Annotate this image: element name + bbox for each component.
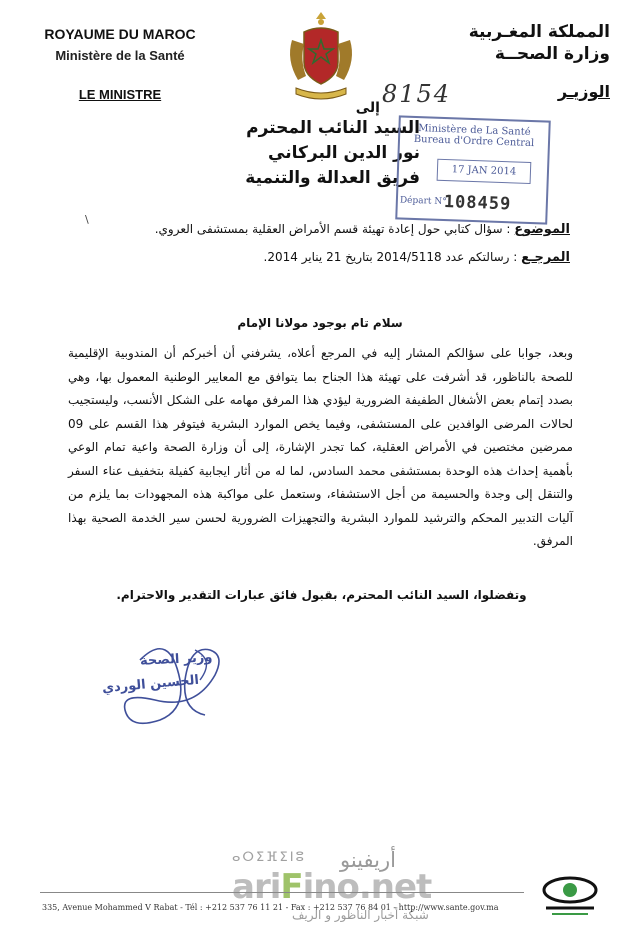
reference-key: المرجـع <box>521 250 570 265</box>
watermark-brand-a: ari <box>232 867 281 907</box>
watermark-subtitle: شبكة أخبار الناظور و الريف <box>292 908 429 922</box>
watermark-brand-b: ino.net <box>302 867 432 907</box>
ministry-name-fr: Ministère de la Santé <box>55 48 185 63</box>
ministry-name-ar: وزارة الصحــة <box>494 44 610 64</box>
addressee-block <box>190 100 420 191</box>
footer-divider <box>40 892 524 893</box>
watermark-arabic: أريفينو <box>340 848 396 872</box>
addressee-prefix: إلى <box>355 100 380 116</box>
header-arabic <box>450 22 610 101</box>
subject-line <box>50 222 570 237</box>
watermark-brand <box>232 867 431 907</box>
coat-of-arms-icon <box>282 10 360 102</box>
kingdom-title-fr: ROYAUME DU MAROC <box>44 26 196 42</box>
stamp-date: 17 JAN 2014 <box>437 159 532 184</box>
handwritten-reference-number: 8154 <box>382 80 452 108</box>
stamp-ministry: Ministère de La Santé <box>417 123 531 138</box>
watermark-brand-f: F <box>280 867 303 907</box>
addressee-line-2: نور الدين البركاني <box>268 143 420 163</box>
registry-stamp <box>395 115 551 224</box>
reference-line <box>50 250 570 265</box>
watermark-tifinagh: ⴰⵔⵉⴼⵉⵏⵓ <box>232 850 306 865</box>
signature-name: الحسين الوردي <box>101 672 200 697</box>
minister-label-ar: الوزيـر <box>557 82 610 101</box>
subject-key: الموضوع <box>514 222 570 237</box>
addressee-line-3: فريق العدالة والتنمية <box>245 168 420 188</box>
margin-mark: \ <box>85 213 89 226</box>
header-french <box>30 26 210 102</box>
stamp-number: 108459 <box>443 192 512 215</box>
stamp-office: Bureau d'Ordre Central <box>413 133 535 150</box>
greeting: سلام تام بوجود مولانا الإمام <box>237 316 403 330</box>
kingdom-title-ar: المملكة المغـربية <box>468 22 610 42</box>
stamp-depart-label: Départ N° <box>399 195 447 208</box>
letter-body: وبعد، جوابا على سؤالكم المشار إليه في المرجع أعلاه، يشرفني أن أخبركم أن المندوبية الإقليمية للصحة بالناظور، قد أشرفت على تهيئة هذا الجناح بما يتوافق مع المعايير الوطنية المعمول بها، وهي بصدد إتمام بعض الأشغال الطفيفة الضرورية ليؤدي هذا المرفق مهامه على الشكل الأنسب، وليستجيب لحالات المرضى الوافدين على المستشفى، وفيما يخص الموارد البشرية فيتوفر هذا القسم على 09 ممرضين مختصين في الأمراض العقلية، كما تجدر الإشارة، إلى أن وزارة الصحة واعية تمام الوعي بأهمية إحداث هذه الوحدة بمستشفى محمد السادس، لما له من أثار ايجابية كفيلة بتخفيف عناء السفر والتنقل إلى وجدة والحسيمة من أجل الاستشفاء، وستعمل على مواكبة هذه المجهودات بما يلزم من آليات التدبير المحكم والترشيد للموارد البشرية والتجهيزات الضرورية لحسن سير الخدمة الصحية بهذا المرفق. <box>68 346 573 548</box>
subject-text: : سؤال كتابي حول إعادة تهيئة قسم الأمراض العقلية بمستشفى العروي. <box>154 222 511 236</box>
signature-title: وزير الصحة <box>139 650 213 669</box>
reference-text: : رسالتكم عدد 2014/5118 بتاريخ 21 يناير 2014. <box>263 250 518 264</box>
minister-label-fr: LE MINISTRE <box>78 87 162 102</box>
closing-formula: وتفضلوا، السيد النائب المحترم، بقبول فائق عبارات التقدير والاحترام. <box>116 588 527 602</box>
ministry-logo-icon <box>540 868 600 918</box>
addressee-line-1: السيد النائب المحترم <box>246 118 420 138</box>
footer-address: 335, Avenue Mohammed V Rabat - Tél : +212 537 76 11 21 - Fax : +212 537 76 84 01 - http://www.sante.gov.ma <box>42 903 499 912</box>
